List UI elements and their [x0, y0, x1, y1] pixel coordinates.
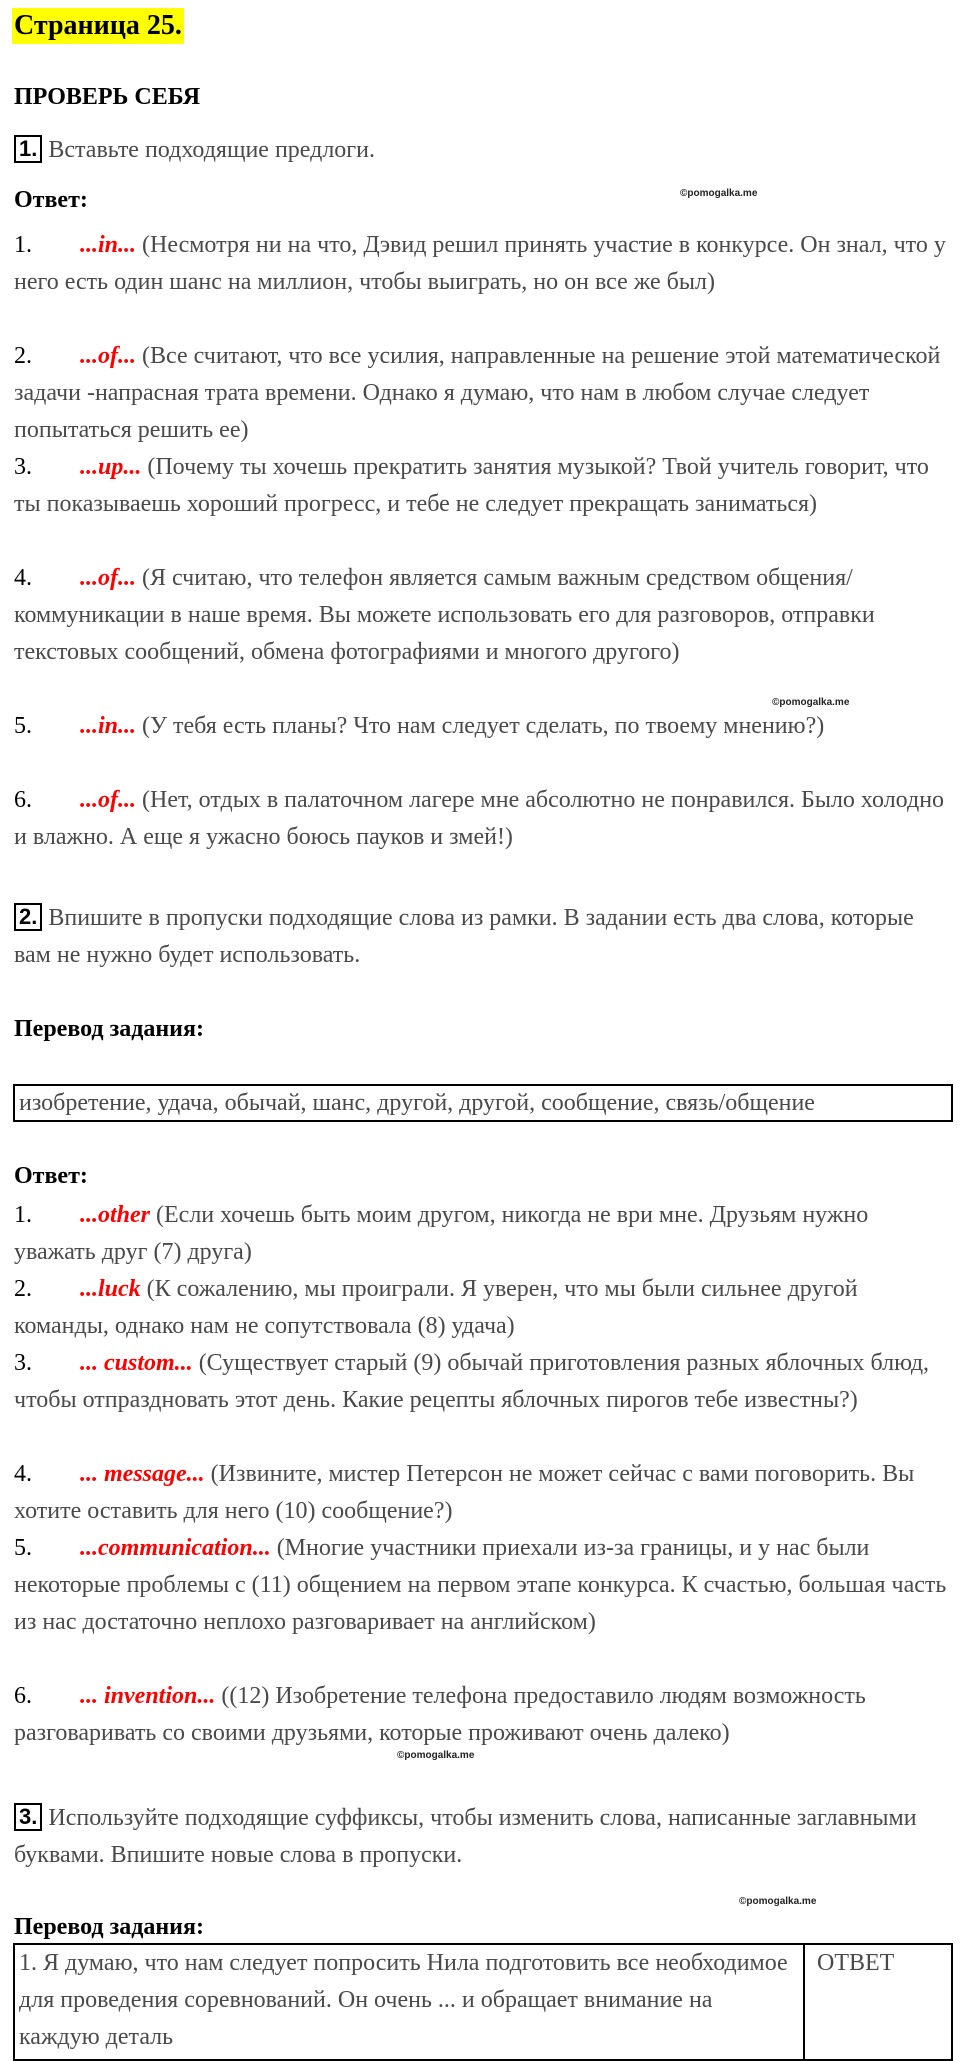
task2-item-5: 5. ...communication... (Многие участники приехали из-за границы, и у нас были некоторые проблемы с (11) общением на первом этапе конкурса. К счастью, большая часть из нас достаточно неплохо разговаривает на английском) — [14, 1535, 947, 1635]
section-heading: ПРОВЕРЬ СЕБЯ — [14, 84, 201, 110]
task3-instruction — [14, 1800, 949, 1874]
answer-label: Ответ: — [14, 1163, 88, 1189]
instruction-text: Вставьте подходящие предлоги. — [48, 137, 375, 163]
answer-word: ...in... — [80, 232, 137, 258]
watermark: ©pomogalka.me — [739, 1896, 817, 1907]
task1-item-2: 2. ...of... (Все считают, что все усилия, направленные на решение этой математической задачи -напрасная трата времени. Однако я думаю, что нам в любом случае следует попытаться решить ее) — [14, 343, 941, 443]
task1-item-1: 1. ...in... (Несмотря ни на что, Дэвид решил принять участие в конкурсе. Он знал, что у него есть один шанс на миллион, чтобы выиграть, но он все же был) — [14, 232, 946, 295]
page-title: Страница 25. — [12, 8, 184, 44]
task1-item-6: 6. ...of... (Нет, отдых в палаточном лагере мне абсолютно не понравился. Было холодно и влажно. А еще я ужасно боюсь пауков и змей!) — [14, 787, 945, 850]
answer-word: ...of... — [80, 565, 136, 591]
table-cell-sentence: 1. Я думаю, что нам следует попросить Нила подготовить все необходимое для проведения соревнований. Он очень ... и обращает внимание на каждую деталь — [15, 1945, 805, 2059]
task1-item-3: 3. ...up... (Почему ты хочешь прекратить занятия музыкой? Твой учитель говорит, что ты показываешь хороший прогресс, и тебе не следует прекращать заниматься) — [14, 454, 929, 517]
translation-label: Перевод задания: — [14, 1914, 204, 1940]
answer-word: ...of... — [80, 787, 136, 813]
answer-word: ... invention... — [80, 1683, 216, 1709]
answer-word: ... custom... — [80, 1350, 193, 1376]
answer-word: ...up... — [80, 454, 142, 480]
task2-item-3: 3. ... custom... (Существует старый (9) обычай приготовления разных яблочных блюд, чтобы отпраздновать этот день. Какие рецепты яблочных пирогов тебе известны?) — [14, 1350, 930, 1413]
translation-label: Перевод задания: — [14, 1016, 204, 1042]
task2-item-6: 6. ... invention... ((12) Изобретение телефона предоставило людям возможность разговаривать со своими друзьями, которые проживают очень далеко) — [14, 1683, 866, 1746]
word-box: изобретение, удача, обычай, шанс, другой, другой, сообщение, связь/общение — [13, 1084, 953, 1122]
answer-word: ...communication... — [80, 1535, 271, 1561]
answer-word: ...in... — [80, 713, 137, 739]
answer-word: ...of... — [80, 343, 136, 369]
answer-word: ... message... — [80, 1461, 205, 1487]
task-number-box: 2. — [14, 903, 42, 931]
task2-item-4: 4. ... message... (Извините, мистер Петерсон не может сейчас с вами поговорить. Вы хотите оставить для него (10) сообщение?) — [14, 1461, 915, 1524]
table-cell-answer-header: ОТВЕТ — [817, 1950, 895, 1976]
answer-word: ...luck — [80, 1276, 141, 1302]
task2-item-1: 1. ...other (Если хочешь быть моим другом, никогда не ври мне. Друзьям нужно уважать друг (7) друга) — [14, 1202, 869, 1265]
watermark: ©pomogalka.me — [397, 1750, 475, 1761]
answer-word: ...other — [80, 1202, 151, 1228]
watermark: ©pomogalka.me — [680, 188, 758, 199]
task1-item-4: 4. ...of... (Я считаю, что телефон является самым важным средством общения/коммуникации в наше время. Вы можете использовать его для разговоров, отправки текстовых сообщений, обмена фотографиями и многого другого) — [14, 565, 875, 665]
task2-item-2: 2. ...luck (К сожалению, мы проиграли. Я уверен, что мы были сильнее другой команды, однако нам не сопутствовала (8) удача) — [14, 1276, 858, 1339]
answer-label: Ответ: — [14, 187, 88, 213]
task1-item-5: 5. ...in... (У тебя есть планы? Что нам следует сделать, по твоему мнению?) — [14, 713, 825, 739]
task1-instruction — [14, 132, 375, 169]
instruction-text: Используйте подходящие суффиксы, чтобы изменить слова, написанные заглавными буквами. Впишите новые слова в пропуски. — [14, 1805, 917, 1868]
instruction-text: Впишите в пропуски подходящие слова из рамки. В задании есть два слова, которые вам не нужно будет использовать. — [14, 905, 914, 968]
task2-instruction — [14, 900, 949, 974]
watermark: ©pomogalka.me — [772, 697, 850, 708]
translation-table — [13, 1943, 953, 2061]
task-number-box: 3. — [14, 1803, 42, 1831]
task-number-box: 1. — [14, 135, 42, 163]
